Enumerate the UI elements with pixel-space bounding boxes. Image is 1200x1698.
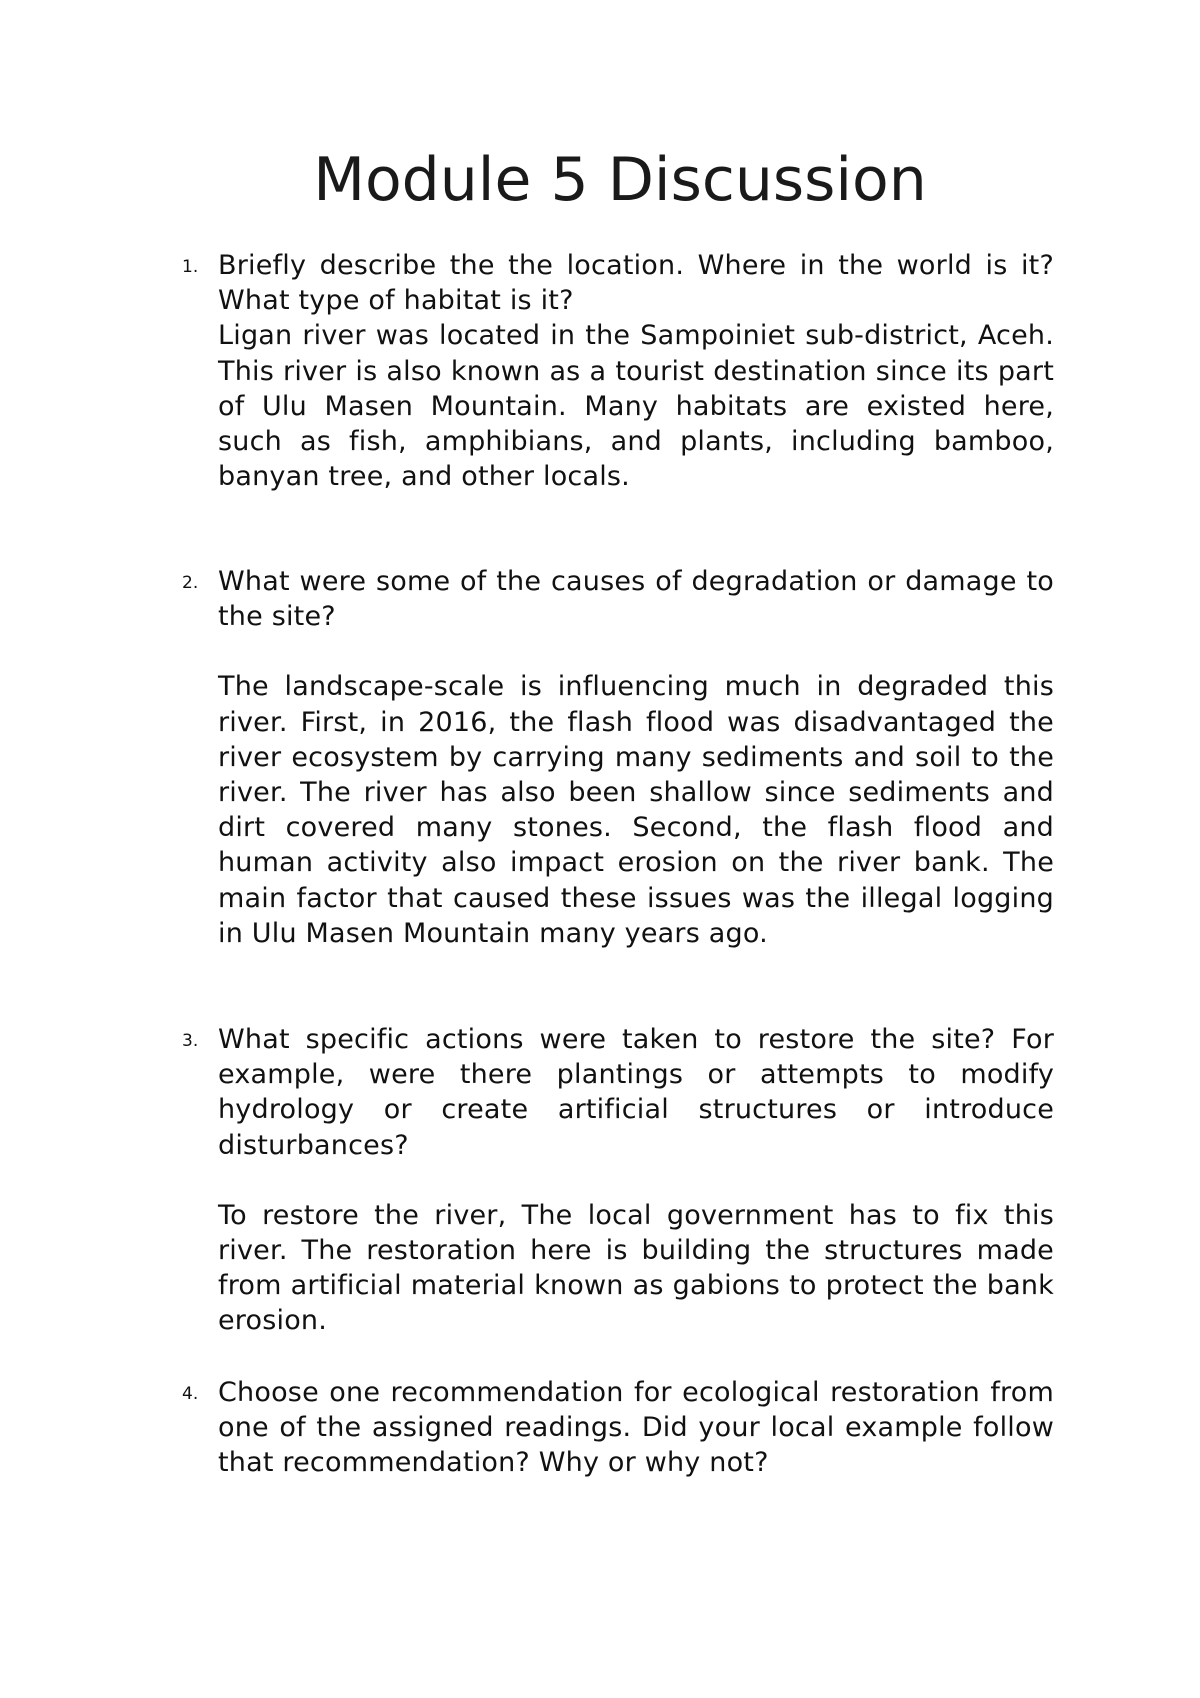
question-text: What were some of the causes of degradation or damage to the site?	[218, 566, 1054, 633]
question-body	[218, 1375, 1054, 1481]
question-body	[218, 1022, 1054, 1339]
document-title: Module 5 Discussion	[313, 145, 927, 215]
question-number: 2.	[182, 573, 199, 593]
answer-text: Ligan river was located in the Sampoiniet sub-district, Aceh. This river is also known as a tourist destination since its part of Ulu Masen Mountain. Many habitats are existed here, such as fish, amphibians, and plants, including bamboo, banyan tree, and other locals.	[218, 320, 1054, 493]
question-number: 1.	[182, 257, 199, 277]
question-text: Briefly describe the the location. Where in the world is it? What type of habitat is it?	[218, 250, 1054, 317]
paragraph-gap	[218, 1163, 1054, 1198]
question-number: 3.	[182, 1031, 199, 1051]
answer-text: The landscape-scale is influencing much in degraded this river. First, in 2016, the flash flood was disadvantaged the river ecosystem by carrying many sediments and soil to the river. The river has also been shallow since sediments and dirt covered many stones. Second, the flash flood and human activity also impact erosion on the river bank. The main factor that caused these issues was the illegal logging in Ulu Masen Mountain many years ago.	[218, 671, 1054, 949]
answer-text: To restore the river, The local government has to fix this river. The restoration here is building the structures made from artificial material known as gabions to protect the bank erosion.	[218, 1199, 1054, 1337]
question-text: What specific actions were taken to restore the site? For example, were there plantings or attempts to modify hydrology or create artificial structures or introduce disturbances?	[218, 1024, 1054, 1161]
question-number: 4.	[182, 1384, 199, 1404]
question-text: Choose one recommendation for ecological restoration from one of the assigned readings. Did your local example follow that recommendation? Why or why not?	[218, 1377, 1054, 1479]
question-body	[218, 248, 1054, 494]
question-body	[218, 564, 1054, 951]
paragraph-gap	[218, 634, 1054, 669]
